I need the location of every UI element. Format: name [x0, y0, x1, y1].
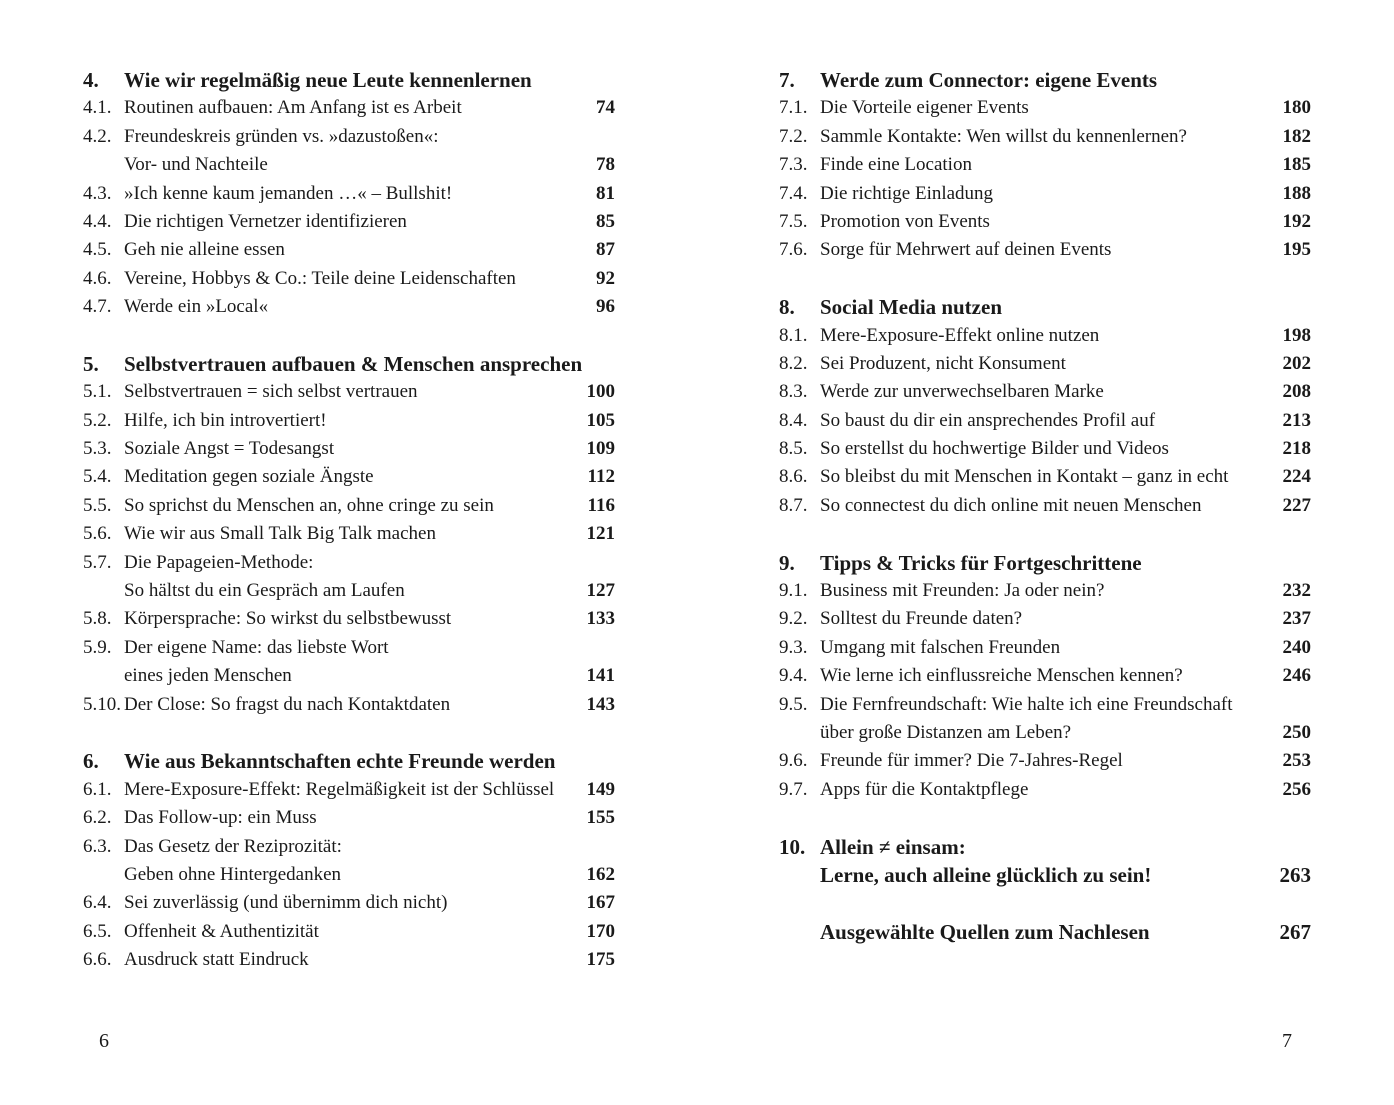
- entry-title: eines jeden Menschen: [124, 665, 292, 687]
- entry-page-number: 87: [596, 239, 615, 261]
- entry-number: 7.4.: [779, 182, 808, 204]
- entry-page-number: 143: [586, 693, 615, 715]
- entry-title: Der Close: So fragst du nach Kontaktdaten: [124, 693, 451, 715]
- toc-page-right: [779, 66, 1311, 946]
- entry-title: Sei Produzent, nicht Konsument: [820, 352, 1066, 374]
- entry-page-number: 208: [1282, 381, 1311, 403]
- toc-entry: [779, 94, 1311, 122]
- spacer: [779, 265, 1311, 293]
- entry-page-number: 267: [1279, 919, 1311, 944]
- entry-number: 5.1.: [83, 381, 112, 403]
- entry-number: 8.1.: [779, 324, 808, 346]
- toc-chapter-heading: [779, 549, 1311, 577]
- toc-entry: [779, 123, 1311, 151]
- entry-title: Social Media nutzen: [820, 295, 1002, 320]
- entry-number: 8.: [779, 295, 795, 320]
- spacer: [779, 804, 1311, 832]
- toc-entry: [779, 350, 1311, 378]
- toc-entry: [83, 208, 615, 236]
- entry-page-number: 202: [1282, 352, 1311, 374]
- toc-entry: [83, 123, 615, 151]
- entry-page-number: 78: [596, 154, 615, 176]
- toc-entry: [83, 776, 615, 804]
- entry-title: Die Fernfreundschaft: Wie halte ich eine Freundschaft: [820, 693, 1233, 715]
- entry-number: 4.: [83, 68, 99, 92]
- entry-title: Das Follow-up: ein Muss: [124, 807, 317, 829]
- toc-entry: [83, 549, 615, 577]
- toc-entry: [83, 407, 615, 435]
- toc-entry: [779, 378, 1311, 406]
- entry-page-number: 240: [1282, 636, 1311, 658]
- entry-page-number: 121: [586, 523, 615, 545]
- entry-number: 5.10.: [83, 693, 121, 715]
- entry-number: 5.3.: [83, 438, 112, 460]
- entry-title: Körpersprache: So wirkst du selbstbewusst: [124, 608, 452, 630]
- toc-chapter-heading: [83, 350, 615, 378]
- entry-page-number: 141: [586, 665, 615, 687]
- entry-title: Die richtigen Vernetzer identifizieren: [124, 210, 407, 232]
- entry-number: 4.2.: [83, 125, 112, 147]
- toc-entry: [779, 691, 1311, 719]
- entry-number: 5.8.: [83, 608, 112, 630]
- entry-page-number: 224: [1282, 466, 1311, 488]
- entry-title: Sei zuverlässig (und übernimm dich nicht): [124, 892, 448, 914]
- toc-entry: [779, 634, 1311, 662]
- entry-number: 6.: [83, 749, 99, 774]
- toc-entry: [779, 577, 1311, 605]
- entry-title: Routinen aufbauen: Am Anfang ist es Arbeit: [124, 97, 462, 119]
- page-number-right: 7: [1282, 1030, 1292, 1052]
- entry-number: 8.3.: [779, 381, 808, 403]
- entry-page-number: 185: [1282, 154, 1311, 176]
- entry-number: 4.1.: [83, 97, 112, 119]
- entry-page-number: 81: [596, 182, 615, 204]
- entry-title: Die richtige Einladung: [820, 182, 994, 204]
- entry-title: Solltest du Freunde daten?: [820, 608, 1023, 630]
- entry-number: 5.: [83, 351, 99, 376]
- spacer: [779, 520, 1311, 548]
- entry-title: Hilfe, ich bin introvertiert!: [124, 409, 327, 431]
- entry-title: Die Vorteile eigener Events: [820, 97, 1029, 119]
- entry-page-number: 92: [596, 267, 615, 289]
- entry-title: So bleibst du mit Menschen in Kontakt – ganz in echt: [820, 466, 1229, 488]
- entry-title: Sorge für Mehrwert auf deinen Events: [820, 239, 1112, 261]
- toc-entry: [83, 889, 615, 917]
- entry-number: 6.3.: [83, 835, 112, 857]
- toc-entry: [83, 634, 615, 662]
- spacer: [83, 322, 615, 350]
- entry-page-number: 96: [596, 296, 615, 318]
- entry-page-number: 109: [586, 438, 615, 460]
- entry-page-number: 155: [586, 807, 615, 829]
- entry-number: 6.1.: [83, 778, 112, 800]
- entry-title: Offenheit & Authentizität: [124, 920, 319, 942]
- toc-entry: [83, 265, 615, 293]
- entry-number: 7.1.: [779, 97, 808, 119]
- toc-entry: [83, 236, 615, 264]
- toc-chapter-heading: [779, 918, 1311, 946]
- entry-number: 6.2.: [83, 807, 112, 829]
- entry-number: 7.: [779, 68, 795, 92]
- entry-number: 4.6.: [83, 267, 112, 289]
- entry-number: 7.2.: [779, 125, 808, 147]
- entry-title: Sammle Kontakte: Wen willst du kennenlernen?: [820, 125, 1187, 147]
- toc-entry: [779, 719, 1311, 747]
- entry-page-number: 85: [596, 210, 615, 232]
- entry-number: 9.4.: [779, 665, 808, 687]
- entry-title: Ausdruck statt Eindruck: [124, 949, 309, 971]
- toc-chapter-heading: [779, 861, 1311, 889]
- toc-entry: [779, 435, 1311, 463]
- entry-number: 8.5.: [779, 438, 808, 460]
- entry-title: Selbstvertrauen aufbauen & Menschen ansprechen: [124, 351, 583, 376]
- entry-number: 5.9.: [83, 636, 112, 658]
- entry-number: 5.5.: [83, 494, 112, 516]
- toc-chapter-heading: [779, 293, 1311, 321]
- toc-entry: [779, 180, 1311, 208]
- entry-page-number: 182: [1282, 125, 1311, 147]
- entry-page-number: 100: [586, 381, 615, 403]
- spacer: [83, 719, 615, 747]
- entry-number: 9.6.: [779, 750, 808, 772]
- entry-title: Werde zum Connector: eigene Events: [820, 68, 1158, 92]
- entry-page-number: 149: [586, 778, 615, 800]
- entry-number: 9.7.: [779, 778, 808, 800]
- entry-page-number: 105: [586, 409, 615, 431]
- entry-number: 9.1.: [779, 580, 808, 602]
- toc-entry: [83, 463, 615, 491]
- entry-title: Mere-Exposure-Effekt online nutzen: [820, 324, 1100, 346]
- entry-title: Vereine, Hobbys & Co.: Teile deine Leidenschaften: [124, 267, 516, 289]
- entry-title: Promotion von Events: [820, 210, 990, 232]
- entry-title: So sprichst du Menschen an, ohne cringe zu sein: [124, 494, 494, 516]
- entry-title: Die Papageien-Methode:: [124, 551, 314, 573]
- toc-entry: [83, 804, 615, 832]
- entry-page-number: 250: [1282, 721, 1311, 743]
- entry-title: So hältst du ein Gespräch am Laufen: [124, 580, 405, 602]
- toc-entry: [779, 492, 1311, 520]
- toc-entry: [83, 378, 615, 406]
- page-number-left: 6: [99, 1030, 109, 1052]
- entry-title: Finde eine Location: [820, 154, 972, 176]
- entry-page-number: 116: [587, 494, 615, 516]
- toc-entry: [83, 492, 615, 520]
- entry-title: Wie aus Bekanntschaften echte Freunde werden: [124, 749, 556, 774]
- toc-chapter-heading: [83, 66, 615, 94]
- spacer: [779, 889, 1311, 917]
- entry-page-number: 198: [1282, 324, 1311, 346]
- entry-number: 4.3.: [83, 182, 112, 204]
- entry-number: 8.6.: [779, 466, 808, 488]
- toc-entry: [83, 691, 615, 719]
- entry-page-number: 112: [587, 466, 615, 488]
- entry-title: Das Gesetz der Reziprozität:: [124, 835, 342, 857]
- entry-page-number: 192: [1282, 210, 1311, 232]
- entry-title: Vor- und Nachteile: [124, 154, 268, 176]
- entry-number: 6.6.: [83, 949, 112, 971]
- entry-title: Soziale Angst = Todesangst: [124, 438, 335, 460]
- toc-entry: [779, 747, 1311, 775]
- toc-chapter-heading: [779, 66, 1311, 94]
- entry-number: 9.3.: [779, 636, 808, 658]
- entry-title: Business mit Freunden: Ja oder nein?: [820, 580, 1105, 602]
- entry-number: 5.2.: [83, 409, 112, 431]
- entry-title: Wie lerne ich einflussreiche Menschen kennen?: [820, 665, 1183, 687]
- entry-title: Freunde für immer? Die 7-Jahres-Regel: [820, 750, 1123, 772]
- entry-title: Mere-Exposure-Effekt: Regelmäßigkeit ist der Schlüssel: [124, 778, 555, 800]
- toc-entry: [779, 151, 1311, 179]
- entry-number: 4.4.: [83, 210, 112, 232]
- entry-title: Geben ohne Hintergedanken: [124, 863, 342, 885]
- entry-title: Apps für die Kontaktpflege: [820, 778, 1029, 800]
- entry-number: 10.: [779, 834, 806, 859]
- entry-page-number: 256: [1282, 778, 1311, 800]
- entry-title: Der eigene Name: das liebste Wort: [124, 636, 389, 658]
- toc-entry: [779, 463, 1311, 491]
- entry-page-number: 195: [1282, 239, 1311, 261]
- entry-number: 8.4.: [779, 409, 808, 431]
- entry-title: Wie wir aus Small Talk Big Talk machen: [124, 523, 436, 545]
- toc-entry: [779, 236, 1311, 264]
- toc-entry: [83, 435, 615, 463]
- entry-page-number: 232: [1282, 580, 1311, 602]
- entry-title: »Ich kenne kaum jemanden …« – Bullshit!: [124, 182, 453, 204]
- toc-entry: [779, 605, 1311, 633]
- toc-entry: [83, 151, 615, 179]
- entry-number: 7.3.: [779, 154, 808, 176]
- toc-entry: [779, 208, 1311, 236]
- entry-title: Selbstvertrauen = sich selbst vertrauen: [124, 381, 418, 403]
- entry-page-number: 246: [1282, 665, 1311, 687]
- entry-page-number: 127: [586, 580, 615, 602]
- toc-chapter-heading: [779, 833, 1311, 861]
- entry-page-number: 253: [1282, 750, 1311, 772]
- toc-entry: [83, 662, 615, 690]
- toc-entry: [83, 833, 615, 861]
- entry-title: So baust du dir ein ansprechendes Profil auf: [820, 409, 1156, 431]
- toc-entry: [83, 577, 615, 605]
- entry-number: 9.: [779, 550, 795, 575]
- toc-entry: [779, 776, 1311, 804]
- entry-title: Tipps & Tricks für Fortgeschrittene: [820, 550, 1142, 575]
- toc-entry: [83, 94, 615, 122]
- entry-page-number: 74: [596, 97, 615, 119]
- entry-number: 7.6.: [779, 239, 808, 261]
- toc-entry: [83, 293, 615, 321]
- entry-title: Lerne, auch alleine glücklich zu sein!: [820, 862, 1152, 887]
- entry-page-number: 263: [1279, 862, 1311, 887]
- entry-number: 6.5.: [83, 920, 112, 942]
- toc-entry: [779, 407, 1311, 435]
- toc-entry: [779, 322, 1311, 350]
- entry-number: 9.2.: [779, 608, 808, 630]
- toc-entry: [83, 520, 615, 548]
- entry-page-number: 227: [1282, 494, 1311, 516]
- entry-title: Wie wir regelmäßig neue Leute kennenlernen: [124, 68, 532, 92]
- entry-page-number: 170: [586, 920, 615, 942]
- entry-number: 7.5.: [779, 210, 808, 232]
- toc-entry: [83, 861, 615, 889]
- entry-page-number: 218: [1282, 438, 1311, 460]
- toc-entry: [83, 918, 615, 946]
- entry-title: Meditation gegen soziale Ängste: [124, 466, 374, 488]
- entry-number: 8.7.: [779, 494, 808, 516]
- entry-number: 5.6.: [83, 523, 112, 545]
- entry-number: 5.7.: [83, 551, 112, 573]
- entry-title: Ausgewählte Quellen zum Nachlesen: [820, 919, 1150, 944]
- entry-page-number: 237: [1282, 608, 1311, 630]
- toc-entry: [83, 946, 615, 974]
- entry-number: 9.5.: [779, 693, 808, 715]
- toc-entry: [83, 180, 615, 208]
- entry-page-number: 213: [1282, 409, 1311, 431]
- entry-page-number: 175: [586, 949, 615, 971]
- entry-number: 8.2.: [779, 352, 808, 374]
- entry-title: Freundeskreis gründen vs. »dazustoßen«:: [124, 125, 439, 147]
- entry-number: 6.4.: [83, 892, 112, 914]
- entry-number: 4.5.: [83, 239, 112, 261]
- entry-title: So connectest du dich online mit neuen Menschen: [820, 494, 1202, 516]
- toc-entry: [779, 662, 1311, 690]
- entry-page-number: 162: [586, 863, 615, 885]
- entry-title: So erstellst du hochwertige Bilder und Videos: [820, 438, 1169, 460]
- entry-title: Geh nie alleine essen: [124, 239, 285, 261]
- entry-title: über große Distanzen am Leben?: [820, 721, 1072, 743]
- toc-entry: [83, 605, 615, 633]
- entry-title: Werde zur unverwechselbaren Marke: [820, 381, 1104, 403]
- entry-title: Umgang mit falschen Freunden: [820, 636, 1061, 658]
- toc-page-left: [83, 66, 615, 975]
- toc-chapter-heading: [83, 747, 615, 775]
- entry-number: 5.4.: [83, 466, 112, 488]
- entry-page-number: 180: [1282, 97, 1311, 119]
- entry-page-number: 133: [586, 608, 615, 630]
- entry-title: Allein ≠ einsam:: [820, 834, 966, 859]
- entry-page-number: 167: [586, 892, 615, 914]
- entry-number: 4.7.: [83, 296, 112, 318]
- entry-title: Werde ein »Local«: [124, 296, 269, 318]
- entry-page-number: 188: [1282, 182, 1311, 204]
